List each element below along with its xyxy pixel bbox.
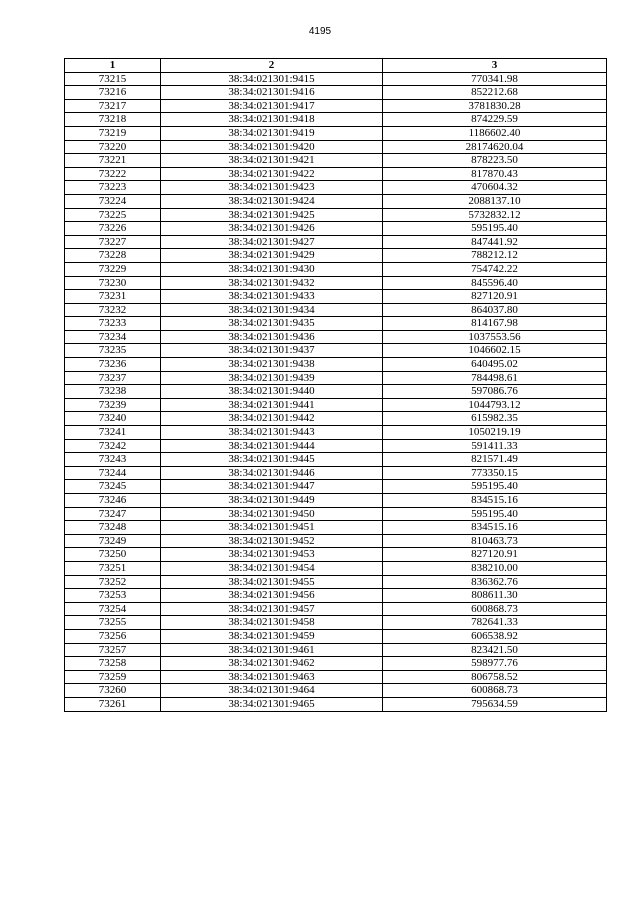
table-row (65, 385, 607, 399)
cadastral-number-cell: 38:34:021301:9449 (161, 494, 383, 508)
table-row (65, 126, 607, 140)
table-row (65, 276, 607, 290)
cadastral-number-cell: 38:34:021301:9465 (161, 697, 383, 711)
table-row (65, 99, 607, 113)
table-row (65, 249, 607, 263)
value-cell: 847441.92 (383, 235, 607, 249)
table-row (65, 453, 607, 467)
row-number-cell: 73215 (65, 72, 161, 86)
value-cell: 827120.91 (383, 290, 607, 304)
cadastral-number-cell: 38:34:021301:9451 (161, 521, 383, 535)
row-number-cell: 73254 (65, 602, 161, 616)
row-number-cell: 73236 (65, 358, 161, 372)
row-number-cell: 73221 (65, 154, 161, 168)
column-header-2: 2 (161, 59, 383, 73)
cadastral-number-cell: 38:34:021301:9447 (161, 480, 383, 494)
value-cell: 806758.52 (383, 670, 607, 684)
table-row (65, 575, 607, 589)
cadastral-number-cell: 38:34:021301:9454 (161, 561, 383, 575)
value-cell: 817870.43 (383, 167, 607, 181)
cadastral-number-cell: 38:34:021301:9439 (161, 371, 383, 385)
table-row (65, 494, 607, 508)
cadastral-number-cell: 38:34:021301:9444 (161, 439, 383, 453)
value-cell: 600868.73 (383, 684, 607, 698)
table-row (65, 697, 607, 711)
row-number-cell: 73239 (65, 398, 161, 412)
row-number-cell: 73219 (65, 126, 161, 140)
cadastral-number-cell: 38:34:021301:9421 (161, 154, 383, 168)
table-row (65, 657, 607, 671)
table-row (65, 222, 607, 236)
row-number-cell: 73240 (65, 412, 161, 426)
row-number-cell: 73233 (65, 317, 161, 331)
value-cell: 470604.32 (383, 181, 607, 195)
row-number-cell: 73247 (65, 507, 161, 521)
row-number-cell: 73223 (65, 181, 161, 195)
value-cell: 595195.40 (383, 480, 607, 494)
row-number-cell: 73249 (65, 534, 161, 548)
value-cell: 3781830.28 (383, 99, 607, 113)
row-number-cell: 73243 (65, 453, 161, 467)
row-number-cell: 73261 (65, 697, 161, 711)
value-cell: 808611.30 (383, 589, 607, 603)
row-number-cell: 73245 (65, 480, 161, 494)
cadastral-number-cell: 38:34:021301:9426 (161, 222, 383, 236)
table-row (65, 684, 607, 698)
row-number-cell: 73226 (65, 222, 161, 236)
value-cell: 795634.59 (383, 697, 607, 711)
table-row (65, 290, 607, 304)
table-row (65, 616, 607, 630)
value-cell: 595195.40 (383, 222, 607, 236)
column-header-3: 3 (383, 59, 607, 73)
row-number-cell: 73227 (65, 235, 161, 249)
value-cell: 1050219.19 (383, 426, 607, 440)
value-cell: 788212.12 (383, 249, 607, 263)
value-cell: 814167.98 (383, 317, 607, 331)
cadastral-number-cell: 38:34:021301:9432 (161, 276, 383, 290)
row-number-cell: 73238 (65, 385, 161, 399)
table-row (65, 398, 607, 412)
cadastral-number-cell: 38:34:021301:9418 (161, 113, 383, 127)
cadastral-number-cell: 38:34:021301:9446 (161, 466, 383, 480)
row-number-cell: 73237 (65, 371, 161, 385)
table-row (65, 426, 607, 440)
cadastral-number-cell: 38:34:021301:9429 (161, 249, 383, 263)
cadastral-number-cell: 38:34:021301:9462 (161, 657, 383, 671)
value-cell: 834515.16 (383, 494, 607, 508)
value-cell: 606538.92 (383, 629, 607, 643)
row-number-cell: 73244 (65, 466, 161, 480)
row-number-cell: 73229 (65, 262, 161, 276)
table-row (65, 548, 607, 562)
value-cell: 28174620.04 (383, 140, 607, 154)
table-row (65, 358, 607, 372)
table-row (65, 167, 607, 181)
row-number-cell: 73248 (65, 521, 161, 535)
row-number-cell: 73259 (65, 670, 161, 684)
value-cell: 1186602.40 (383, 126, 607, 140)
value-cell: 823421.50 (383, 643, 607, 657)
row-number-cell: 73224 (65, 194, 161, 208)
table-row (65, 208, 607, 222)
cadastral-number-cell: 38:34:021301:9456 (161, 589, 383, 603)
table-row (65, 72, 607, 86)
row-number-cell: 73250 (65, 548, 161, 562)
cadastral-number-cell: 38:34:021301:9445 (161, 453, 383, 467)
cadastral-number-cell: 38:34:021301:9440 (161, 385, 383, 399)
row-number-cell: 73232 (65, 303, 161, 317)
table-row (65, 561, 607, 575)
value-cell: 640495.02 (383, 358, 607, 372)
value-cell: 845596.40 (383, 276, 607, 290)
value-cell: 864037.80 (383, 303, 607, 317)
table-row (65, 521, 607, 535)
value-cell: 1037553.56 (383, 330, 607, 344)
value-cell: 810463.73 (383, 534, 607, 548)
table-row (65, 303, 607, 317)
cadastral-number-cell: 38:34:021301:9420 (161, 140, 383, 154)
table-row (65, 643, 607, 657)
table-header (65, 59, 607, 73)
row-number-cell: 73217 (65, 99, 161, 113)
table-row (65, 235, 607, 249)
table-header-row (65, 59, 607, 73)
table-row (65, 629, 607, 643)
table-row (65, 589, 607, 603)
cadastral-number-cell: 38:34:021301:9463 (161, 670, 383, 684)
value-cell: 836362.76 (383, 575, 607, 589)
table-row (65, 113, 607, 127)
row-number-cell: 73228 (65, 249, 161, 263)
value-cell: 598977.76 (383, 657, 607, 671)
cadastral-number-cell: 38:34:021301:9425 (161, 208, 383, 222)
cadastral-number-cell: 38:34:021301:9419 (161, 126, 383, 140)
row-number-cell: 73255 (65, 616, 161, 630)
cadastral-number-cell: 38:34:021301:9457 (161, 602, 383, 616)
value-cell: 878223.50 (383, 154, 607, 168)
cadastral-number-cell: 38:34:021301:9415 (161, 72, 383, 86)
page-number: 4195 (308, 26, 332, 37)
table-row (65, 140, 607, 154)
cadastral-number-cell: 38:34:021301:9441 (161, 398, 383, 412)
value-cell: 782641.33 (383, 616, 607, 630)
row-number-cell: 73234 (65, 330, 161, 344)
value-cell: 770341.98 (383, 72, 607, 86)
value-cell: 821571.49 (383, 453, 607, 467)
cadastral-number-cell: 38:34:021301:9437 (161, 344, 383, 358)
cadastral-number-cell: 38:34:021301:9436 (161, 330, 383, 344)
cadastral-number-cell: 38:34:021301:9438 (161, 358, 383, 372)
column-header-1: 1 (65, 59, 161, 73)
cadastral-number-cell: 38:34:021301:9443 (161, 426, 383, 440)
table-row (65, 344, 607, 358)
table-row (65, 154, 607, 168)
cadastral-number-cell: 38:34:021301:9435 (161, 317, 383, 331)
row-number-cell: 73252 (65, 575, 161, 589)
value-cell: 827120.91 (383, 548, 607, 562)
value-cell: 591411.33 (383, 439, 607, 453)
row-number-cell: 73220 (65, 140, 161, 154)
row-number-cell: 73231 (65, 290, 161, 304)
cadastral-number-cell: 38:34:021301:9424 (161, 194, 383, 208)
cadastral-number-cell: 38:34:021301:9423 (161, 181, 383, 195)
row-number-cell: 73253 (65, 589, 161, 603)
row-number-cell: 73257 (65, 643, 161, 657)
row-number-cell: 73251 (65, 561, 161, 575)
row-number-cell: 73225 (65, 208, 161, 222)
value-cell: 874229.59 (383, 113, 607, 127)
row-number-cell: 73258 (65, 657, 161, 671)
value-cell: 1046602.15 (383, 344, 607, 358)
value-cell: 834515.16 (383, 521, 607, 535)
table-row (65, 194, 607, 208)
table-row (65, 670, 607, 684)
row-number-cell: 73222 (65, 167, 161, 181)
value-cell: 5732832.12 (383, 208, 607, 222)
cadastral-number-cell: 38:34:021301:9442 (161, 412, 383, 426)
value-cell: 754742.22 (383, 262, 607, 276)
cadastral-number-cell: 38:34:021301:9461 (161, 643, 383, 657)
cadastral-number-cell: 38:34:021301:9416 (161, 86, 383, 100)
value-cell: 2088137.10 (383, 194, 607, 208)
cadastral-number-cell: 38:34:021301:9453 (161, 548, 383, 562)
value-cell: 1044793.12 (383, 398, 607, 412)
cadastral-number-cell: 38:34:021301:9434 (161, 303, 383, 317)
table-row (65, 262, 607, 276)
row-number-cell: 73256 (65, 629, 161, 643)
table-row (65, 534, 607, 548)
data-table-container (64, 58, 606, 712)
table-row (65, 439, 607, 453)
value-cell: 595195.40 (383, 507, 607, 521)
cadastral-number-cell: 38:34:021301:9464 (161, 684, 383, 698)
value-cell: 600868.73 (383, 602, 607, 616)
table-row (65, 371, 607, 385)
table-body (65, 72, 607, 711)
value-cell: 773350.15 (383, 466, 607, 480)
cadastral-number-cell: 38:34:021301:9458 (161, 616, 383, 630)
row-number-cell: 73230 (65, 276, 161, 290)
table-row (65, 412, 607, 426)
value-cell: 784498.61 (383, 371, 607, 385)
value-cell: 615982.35 (383, 412, 607, 426)
value-cell: 852212.68 (383, 86, 607, 100)
row-number-cell: 73260 (65, 684, 161, 698)
row-number-cell: 73241 (65, 426, 161, 440)
cadastral-number-cell: 38:34:021301:9455 (161, 575, 383, 589)
cadastral-number-cell: 38:34:021301:9433 (161, 290, 383, 304)
table-row (65, 602, 607, 616)
data-table (64, 58, 607, 712)
row-number-cell: 73246 (65, 494, 161, 508)
cadastral-number-cell: 38:34:021301:9450 (161, 507, 383, 521)
table-row (65, 466, 607, 480)
table-row (65, 317, 607, 331)
table-row (65, 181, 607, 195)
value-cell: 597086.76 (383, 385, 607, 399)
row-number-cell: 73216 (65, 86, 161, 100)
cadastral-number-cell: 38:34:021301:9452 (161, 534, 383, 548)
value-cell: 838210.00 (383, 561, 607, 575)
table-row (65, 330, 607, 344)
row-number-cell: 73242 (65, 439, 161, 453)
cadastral-number-cell: 38:34:021301:9422 (161, 167, 383, 181)
table-row (65, 507, 607, 521)
row-number-cell: 73218 (65, 113, 161, 127)
cadastral-number-cell: 38:34:021301:9430 (161, 262, 383, 276)
cadastral-number-cell: 38:34:021301:9417 (161, 99, 383, 113)
table-row (65, 86, 607, 100)
table-row (65, 480, 607, 494)
cadastral-number-cell: 38:34:021301:9459 (161, 629, 383, 643)
cadastral-number-cell: 38:34:021301:9427 (161, 235, 383, 249)
row-number-cell: 73235 (65, 344, 161, 358)
